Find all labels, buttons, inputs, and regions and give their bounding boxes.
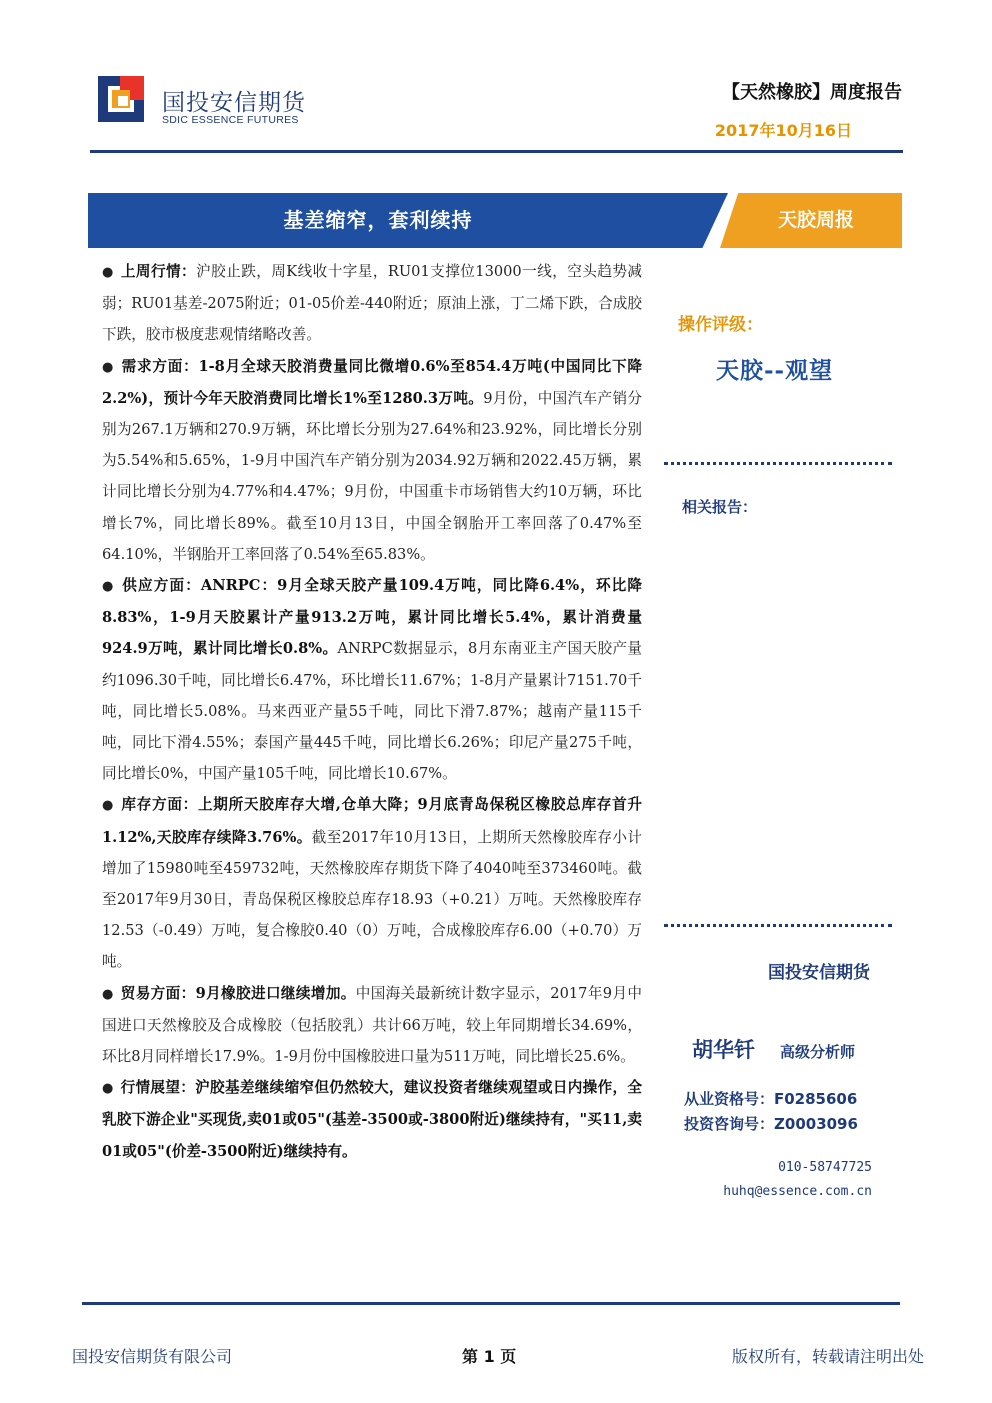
section-market: [102, 256, 642, 351]
section-text: ANRPC数据显示，8月东南亚主产国天胶产量约1096.30千吨，同比增长6.47%，环比增长11.67%；1-8月产量累计7151.70千吨，同比增长5.08%。马来西亚产量55千吨，同比下滑7.87%；越南产量115千吨，同比下滑4.55%；泰国产量445千吨，同比增长6.26%；印尼产量275千吨，同比增长0%，中国产量105千吨，同比增长10.67%。: [102, 640, 642, 783]
related-reports-label: 相关报告：: [682, 498, 758, 516]
report-body: [102, 256, 642, 1167]
bullet-icon: ●: [102, 798, 115, 814]
page-number: 第 1 页: [462, 1347, 517, 1366]
analyst-name: 胡华钎: [692, 1037, 755, 1062]
analyst-phone: 010-58747725: [778, 1160, 872, 1175]
sidebar-divider: [664, 462, 892, 465]
footer-company: 国投安信期货有限公司: [72, 1347, 233, 1366]
bullet-icon: ●: [102, 986, 114, 1002]
section-inventory: [102, 789, 642, 977]
sidebar-divider: [664, 924, 892, 927]
section-trade: [102, 978, 642, 1073]
logo-company-name: 国投安信期货: [162, 90, 306, 116]
section-text: 沪胶止跌，周K线收十字星，RU01支撑位13000一线，空头趋势减弱；RU01基差-2075附近；01-05价差-440附近；原油上涨，丁二烯下跌，合成胶下跌，胶市极度悲观情绪略改善。: [102, 263, 643, 344]
company-logo-icon: [98, 76, 144, 122]
footer-copyright: 版权所有，转载请注明出处: [731, 1347, 924, 1366]
section-text: 截至2017年10月13日，上期所天然橡胶库存小计增加了15980吨至459732吨，天然橡胶库存期货下降了4040吨至373460吨。截至2017年9月30日，青岛保税区橡胶总库存18.93（+0.21）万吨。天然橡胶库存12.53（-0.49）万吨，复合橡胶0.40（0）万吨，合成橡胶库存6.00（+0.70）万吨。: [102, 828, 642, 971]
sidebar-company: 国投安信期货: [768, 963, 870, 983]
rating-value: 天胶--观望: [716, 357, 834, 384]
report-title: 基差缩窄，套利续持: [283, 208, 473, 232]
section-demand: [102, 351, 642, 570]
bullet-icon: ●: [102, 359, 115, 375]
bullet-icon: ●: [102, 265, 114, 280]
section-outlook: [102, 1072, 642, 1167]
advisory-number: 投资咨询号：Z0003096: [684, 1115, 858, 1133]
bullet-icon: ●: [102, 579, 115, 595]
section-heading: 上周行情：: [120, 263, 197, 280]
bullet-icon: ●: [102, 1081, 114, 1097]
section-heading: 贸易方面：9月橡胶进口继续增加。: [120, 984, 356, 1002]
qualification-number: 从业资格号：F0285606: [684, 1090, 858, 1108]
section-heading: 需求方面：1-8月全球天胶消费量同比微增0.6%至854.4万吨(中国同比下降2.2%)，预计今年天胶消费同比增长1%至1280.3万吨。: [102, 357, 643, 407]
section-heading: 供应方面：ANRPC：9月全球天胶产量109.4万吨，同比降6.4%，环比降8.83%，1-9月天胶累计产量913.2万吨，累计同比增长5.4%，累计消费量924.9万吨，累计同比增长0.8%。: [102, 577, 642, 658]
section-heading: 库存方面：上期所天胶库存大增,仓单大降；9月底青岛保税区橡胶总库存首升1.12%,天胶库存续降3.76%。: [102, 796, 642, 846]
logo-company-name-en: SDIC ESSENCE FUTURES: [162, 114, 299, 126]
section-supply: [102, 570, 642, 789]
analyst-email[interactable]: huhq@essence.com.cn: [723, 1184, 872, 1199]
section-text: 中国海关最新统计数字显示，2017年9月中国进口天然橡胶及合成橡胶（包括胶乳）共计66万吨，较上年同期增长34.69%，环比8月同样增长17.9%。1-9月份中国橡胶进口量为511万吨，同比增长25.6%。: [102, 984, 642, 1066]
section-text: 9月份，中国汽车产销分别为267.1万辆和270.9万辆，环比增长分别为27.64%和23.92%，同比增长分别为5.54%和5.65%，1-9月中国汽车产销分别为2034.92万辆和2022.45万辆，累计同比增长分别为4.77%和4.47%；9月份，中国重卡市场销售大约10万辆，环比增长7%，同比增长89%。截至10月13日，中国全钢胎开工率回落了0.47%至64.10%，半钢胎开工率回落了0.54%至65.83%。: [102, 389, 642, 563]
document-date: 2017年10月16日: [714, 121, 852, 140]
header-divider: [90, 150, 903, 153]
report-tag: 天胶周报: [777, 209, 854, 231]
footer-divider: [82, 1302, 900, 1305]
section-heading: 行情展望：沪胶基差继续缩窄但仍然较大，建议投资者继续观望或日内操作，全乳胶下游企业"买现货,卖01或05"(基差-3500或-3800附近)继续持有，"买11,卖01或05"(价差-3500附近)继续持有。: [102, 1079, 642, 1160]
analyst-title: 高级分析师: [780, 1043, 856, 1061]
rating-label: 操作评级：: [678, 315, 763, 335]
document-type: 【天然橡胶】周度报告: [722, 82, 902, 103]
